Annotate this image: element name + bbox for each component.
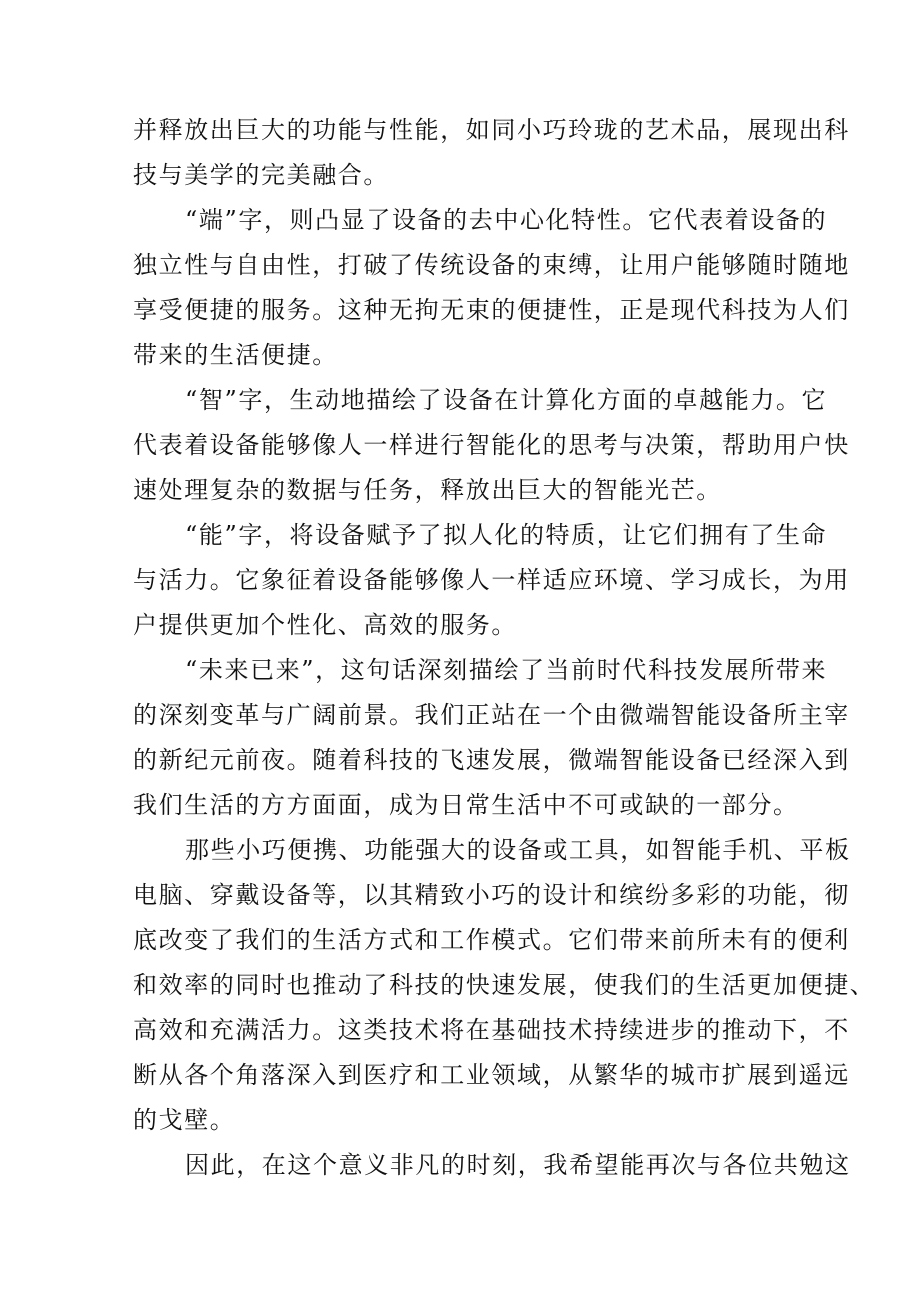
paragraph-line: 代表着设备能够像人一样进行智能化的思考与决策，帮助用户快 (133, 431, 850, 459)
paragraph-2 (133, 198, 850, 378)
paragraph-line: 独立性与自由性，打破了传统设备的束缚，让用户能够随时随地 (133, 251, 850, 279)
paragraph-line: 因此，在这个意义非凡的时刻，我希望能再次与各位共勉这 (185, 1151, 851, 1179)
paragraph-line: 户提供更加个性化、高效的服务。 (133, 611, 517, 639)
document-body (133, 108, 876, 1188)
paragraph-5 (133, 648, 850, 828)
paragraph-line: 和效率的同时也推动了科技的快速发展，使我们的生活更加便捷、 (133, 971, 876, 999)
paragraph-line: 技与美学的完美融合。 (133, 161, 389, 189)
paragraph-line: “未来已来”，这句话深刻描绘了当前时代科技发展所带来 (185, 656, 828, 684)
paragraph-line: 速处理复杂的数据与任务，释放出巨大的智能光芒。 (133, 476, 722, 504)
paragraph-4 (133, 513, 850, 648)
paragraph-1 (133, 108, 850, 198)
paragraph-line: 高效和充满活力。这类技术将在基础技术持续进步的推动下，不 (133, 1016, 850, 1044)
paragraph-line: 并释放出巨大的功能与性能，如同小巧玲珑的艺术品，展现出科 (133, 116, 850, 144)
paragraph-3 (133, 378, 850, 513)
paragraph-line: 的戈壁。 (133, 1106, 236, 1134)
paragraph-line: 的深刻变革与广阔前景。我们正站在一个由微端智能设备所主宰 (133, 701, 850, 729)
paragraph-line: “能”字，将设备赋予了拟人化的特质，让它们拥有了生命 (185, 521, 828, 549)
paragraph-line: 那些小巧便携、功能强大的设备或工具，如智能手机、平板 (185, 836, 851, 864)
paragraph-7 (133, 1143, 851, 1188)
paragraph-line: 我们生活的方方面面，成为日常生活中不可或缺的一部分。 (133, 791, 799, 819)
paragraph-line: 带来的生活便捷。 (133, 341, 338, 369)
paragraph-line: 断从各个角落深入到医疗和工业领域，从繁华的城市扩展到遥远 (133, 1061, 850, 1089)
paragraph-line: 与活力。它象征着设备能够像人一样适应环境、学习成长，为用 (133, 566, 850, 594)
paragraph-line: 的新纪元前夜。随着科技的飞速发展，微端智能设备已经深入到 (133, 746, 850, 774)
paragraph-line: “智”字，生动地描绘了设备在计算化方面的卓越能力。它 (185, 386, 828, 414)
paragraph-line: 电脑、穿戴设备等，以其精致小巧的设计和缤纷多彩的功能，彻 (133, 881, 850, 909)
paragraph-line: 底改变了我们的生活方式和工作模式。它们带来前所未有的便利 (133, 926, 850, 954)
paragraph-line: 享受便捷的服务。这种无拘无束的便捷性，正是现代科技为人们 (133, 296, 850, 324)
paragraph-line: “端”字，则凸显了设备的去中心化特性。它代表着设备的 (185, 206, 828, 234)
paragraph-6 (133, 828, 876, 1143)
